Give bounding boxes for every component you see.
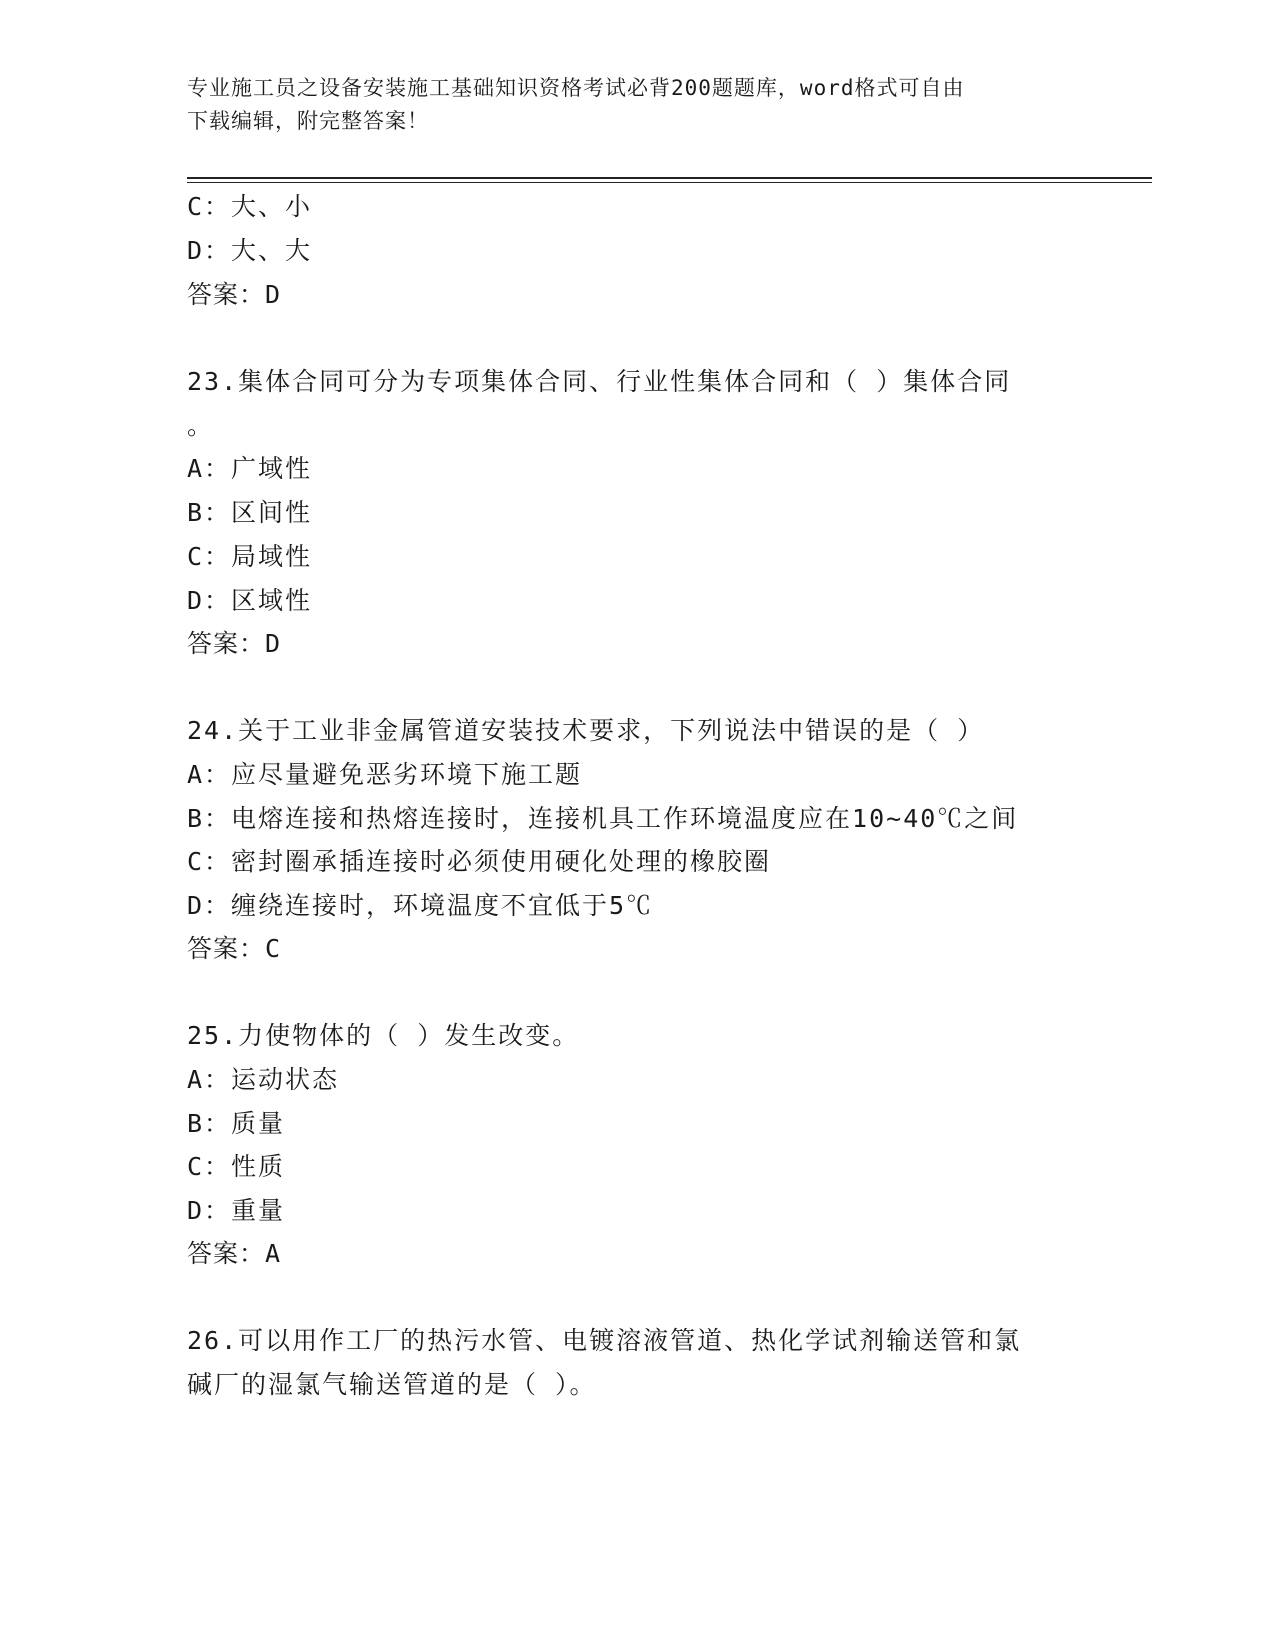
header-line-2: 下载编辑，附完整答案！	[187, 109, 429, 133]
question-25-text: 25.力使物体的（ ）发生改变。	[187, 1021, 580, 1050]
question-23-answer: 答案：D	[187, 629, 282, 658]
document-header	[187, 72, 1087, 138]
question-25-option-d: D：重量	[187, 1196, 286, 1225]
question-23-option-c: C：局域性	[187, 542, 313, 571]
question-23-option-b: B：区间性	[187, 498, 313, 527]
question-26-text: 26.可以用作工厂的热污水管、电镀溶液管道、热化学试剂输送管和氯	[187, 1326, 1022, 1355]
question-24-option-c: C：密封圈承插连接时必须使用硬化处理的橡胶圈	[187, 847, 772, 876]
question-23-option-d: D：区域性	[187, 586, 313, 615]
question-25-option-b: B：质量	[187, 1109, 286, 1138]
answer-line: 答案：D	[187, 280, 282, 309]
header-divider	[187, 177, 1152, 179]
question-23-text: 23.集体合同可分为专项集体合同、行业性集体合同和（ ）集体合同	[187, 367, 1012, 396]
question-23-option-a: A：广域性	[187, 454, 313, 483]
question-23-text-cont: 。	[187, 411, 215, 440]
header-line-1: 专业施工员之设备安装施工基础知识资格考试必背200题题库，word格式可自由	[187, 76, 965, 100]
question-24-option-b: B：电熔连接和热熔连接时，连接机具工作环境温度应在10~40℃之间	[187, 804, 1019, 833]
question-25-answer: 答案：A	[187, 1239, 282, 1268]
option-d: D：大、大	[187, 236, 313, 265]
question-26-text-cont: 碱厂的湿氯气输送管道的是（ ）。	[187, 1370, 597, 1399]
question-24-text: 24.关于工业非金属管道安装技术要求，下列说法中错误的是（ ）	[187, 716, 985, 745]
header-divider-thin	[187, 182, 1152, 183]
option-c: C：大、小	[187, 192, 313, 221]
question-25-option-c: C：性质	[187, 1152, 286, 1181]
question-24-option-a: A：应尽量避免恶劣环境下施工题	[187, 760, 583, 789]
question-24-option-d: D：缠绕连接时，环境温度不宜低于5℃	[187, 891, 654, 920]
question-25-option-a: A：运动状态	[187, 1065, 340, 1094]
question-24-answer: 答案：C	[187, 934, 282, 963]
